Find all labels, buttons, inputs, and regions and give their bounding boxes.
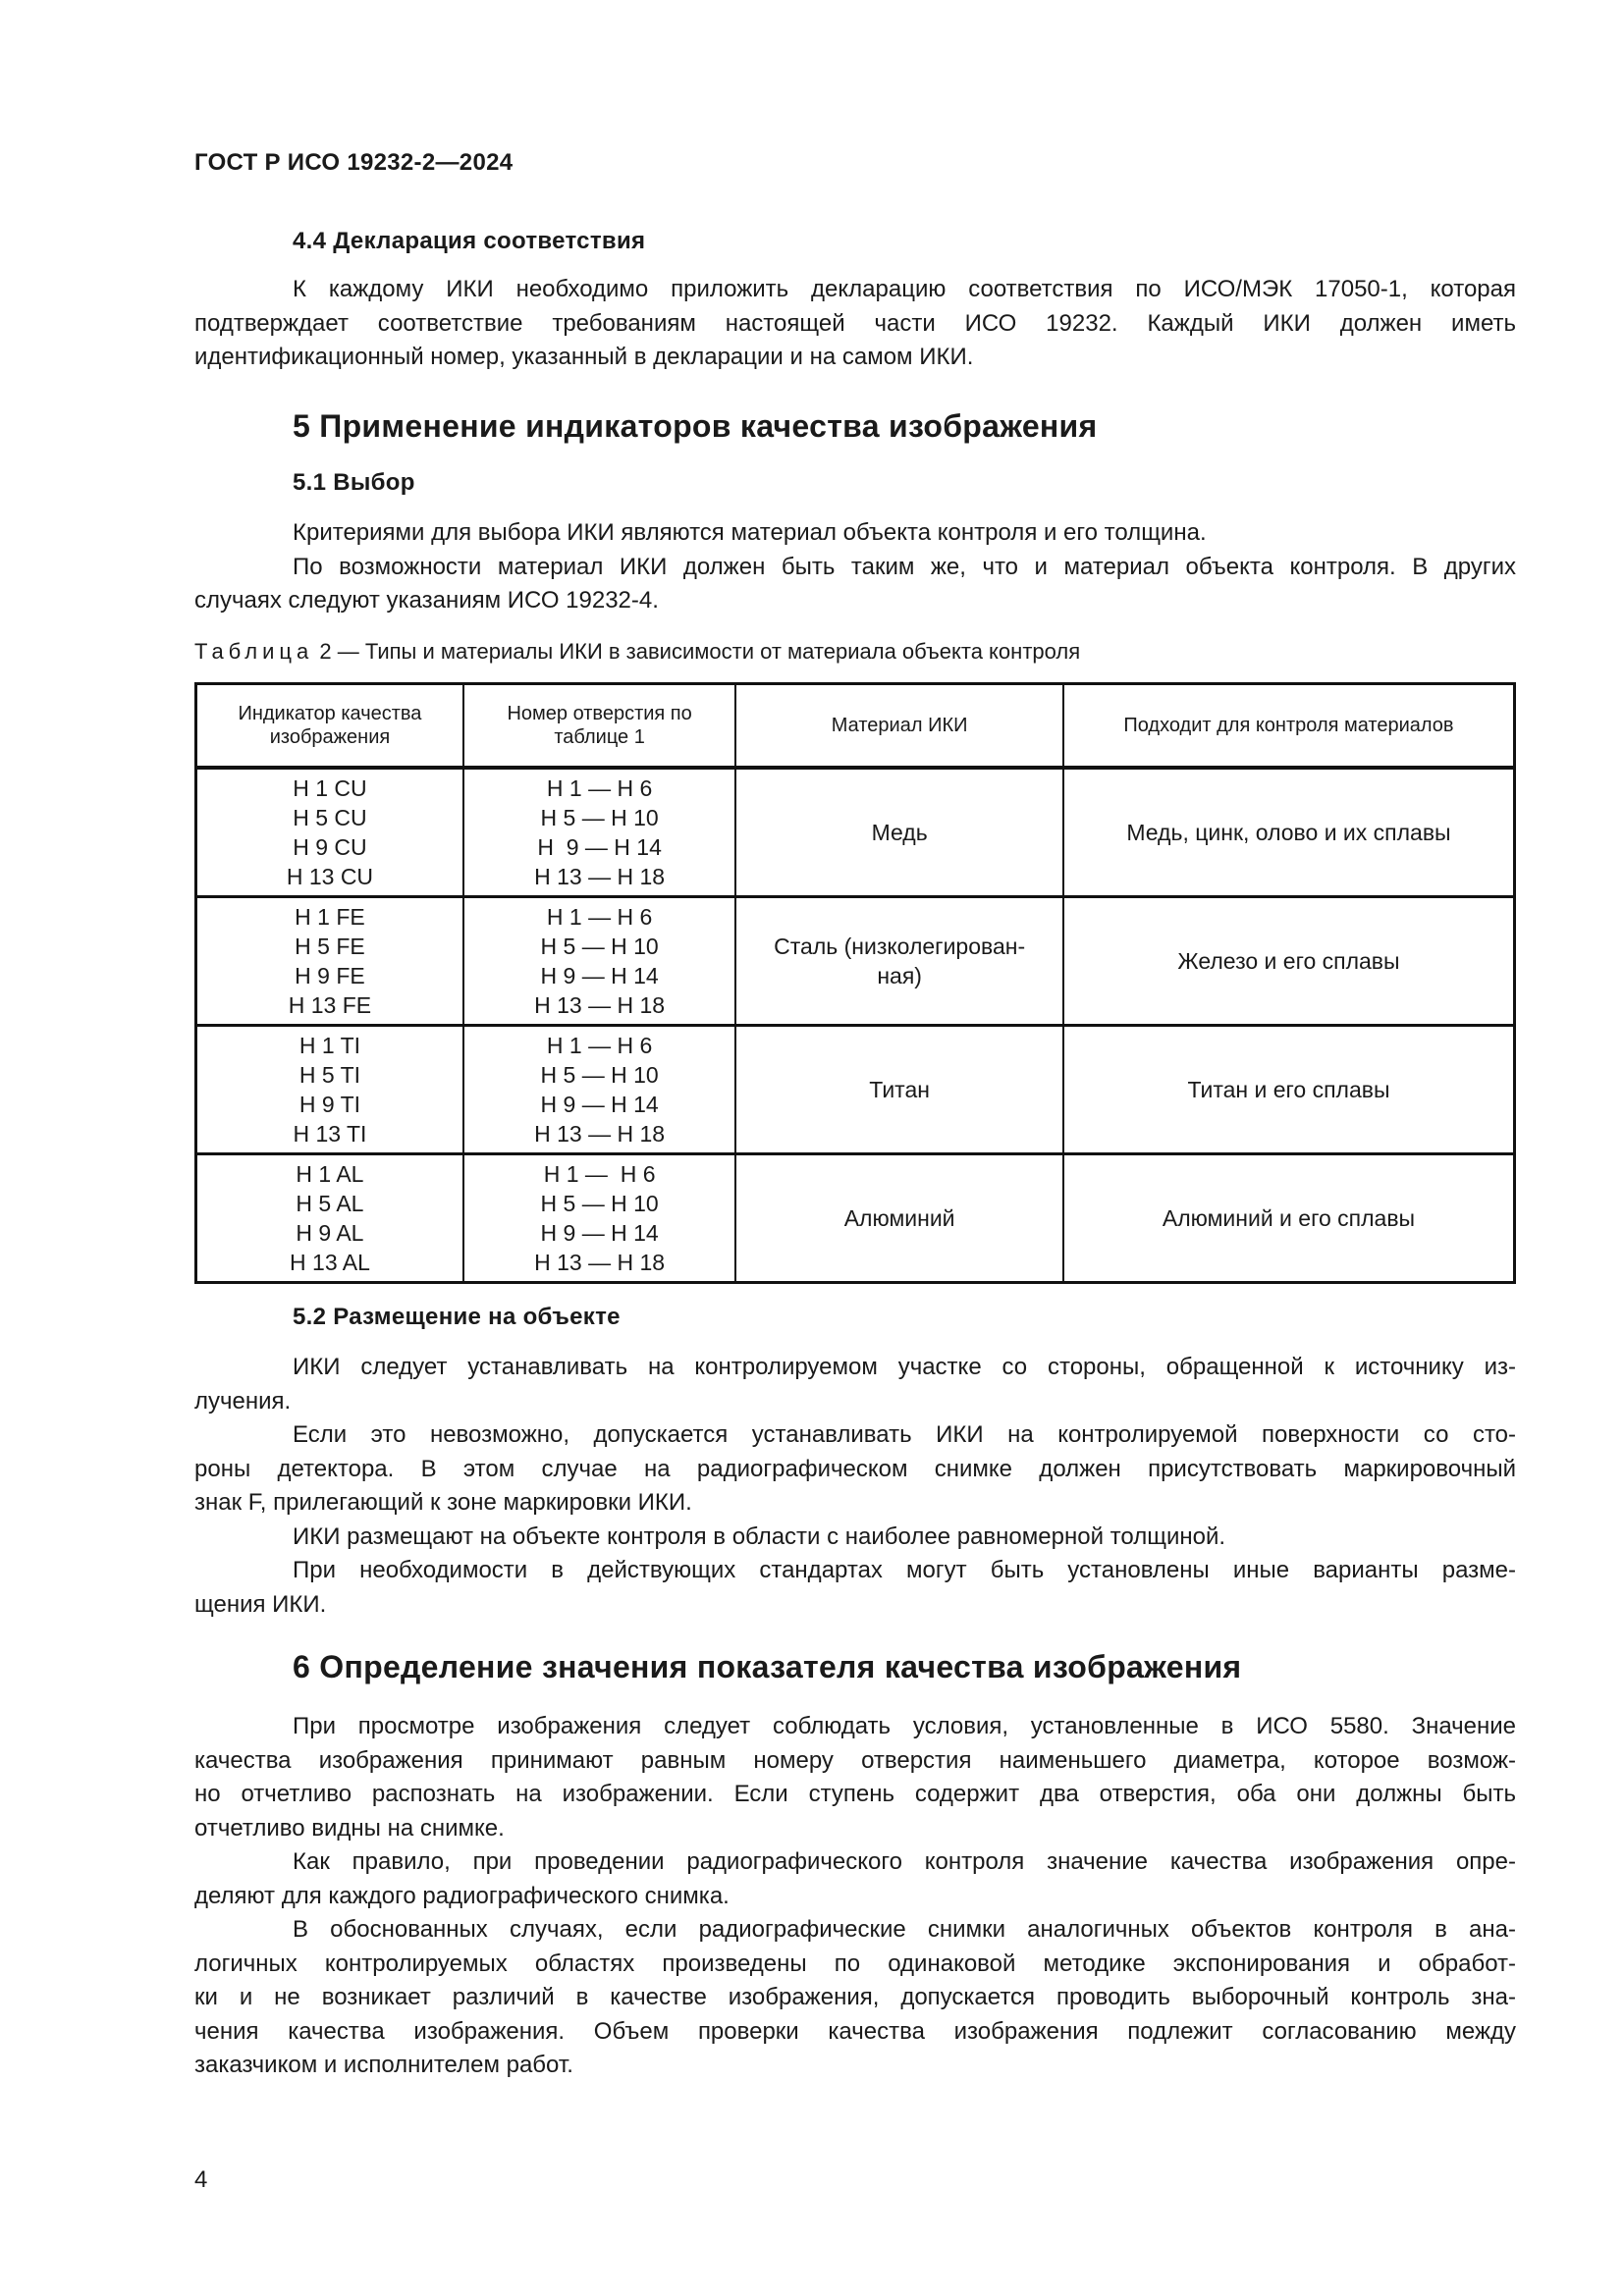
text-line: щения ИКИ. <box>194 1590 327 1618</box>
indicator-value: H 5 FE <box>295 934 365 959</box>
hole-range: H 1 — H 6 <box>546 904 653 930</box>
text-line: ки и не возникает различий в качестве изображения, допускается проводить выборочный контроль зна- <box>194 1984 1516 2010</box>
indicator-value: H 1 AL <box>296 1161 364 1187</box>
section-6-body <box>194 1710 1516 2083</box>
hole-range: H 5 — H 10 <box>540 1191 659 1216</box>
indicator-value: H 5 AL <box>296 1191 364 1216</box>
indicator-value: H 9 AL <box>296 1220 364 1246</box>
section-5-heading: 5 Применение индикаторов качества изображения <box>293 408 1098 444</box>
indicator-value: H 9 FE <box>295 963 365 988</box>
hole-range: H 13 — H 18 <box>534 864 666 889</box>
hole-range: H 1 — H 6 <box>543 1161 656 1187</box>
text-line: ИКИ следует устанавливать на контролируемом участке со стороны, обращенной к источнику из- <box>293 1354 1516 1380</box>
section-5-1-heading: 5.1 Выбор <box>293 469 415 496</box>
indicator-cell <box>196 897 463 1026</box>
indicator-value: H 1 TI <box>298 1033 361 1058</box>
indicator-value: H 5 TI <box>298 1062 361 1088</box>
holes-cell <box>463 1154 735 1283</box>
hole-range: H 9 — H 14 <box>540 1220 659 1246</box>
text-line: По возможности материал ИКИ должен быть таким же, что и материал объекта контроля. В других <box>293 553 1516 580</box>
text-line: При необходимости в действующих стандартах могут быть установлены иные варианты разме- <box>293 1557 1516 1583</box>
text-line: подтверждает соответствие требованиям настоящей части ИСО 19232. Каждый ИКИ должен иметь <box>194 309 1516 337</box>
suitable-for-cell: Алюминий и его сплавы <box>1063 1154 1515 1283</box>
hole-range: H 1 — H 6 <box>546 1033 653 1058</box>
hole-range: H 13 — H 18 <box>534 992 666 1018</box>
text-line: идентификационный номер, указанный в декларации и на самом ИКИ. <box>194 344 974 370</box>
column-header: Индикатор качества изображения <box>196 684 463 769</box>
table-header-row <box>196 684 1515 769</box>
text-line: знак F, прилегающий к зоне маркировки ИКИ. <box>194 1489 692 1516</box>
hole-range: H 5 — H 10 <box>540 934 659 959</box>
hole-range: H 5 — H 10 <box>540 1062 659 1088</box>
holes-cell <box>463 897 735 1026</box>
indicator-value: H 1 CU <box>293 775 367 801</box>
table-row <box>196 1026 1515 1154</box>
hole-range: H 9 — H 14 <box>540 963 659 988</box>
section-5-2-body <box>194 1351 1516 1622</box>
text-line: чения качества изображения. Объем проверки качества изображения подлежит согласованию между <box>194 2017 1516 2045</box>
suitable-for-cell: Медь, цинк, олово и их сплавы <box>1063 768 1515 897</box>
text-line: лучения. <box>194 1387 292 1415</box>
text-line: логичных контролируемых областях произведены по одинаковой методике экспонирования и обработ- <box>194 1949 1516 1977</box>
hole-range: H 5 — H 10 <box>540 805 659 830</box>
text-line: ИКИ размещают на объекте контроля в области с наиболее равномерной толщиной. <box>293 1522 1226 1550</box>
text-line: Если это невозможно, допускается устанавливать ИКИ на контролируемой поверхности со сто- <box>293 1421 1516 1448</box>
table-caption-text: 2 — Типы и материалы ИКИ в зависимости от материала объекта контроля <box>319 639 1081 664</box>
text-line: но отчетливо распознать на изображении. Если ступень содержит два отверстия, оба они должны быть <box>194 1781 1516 1807</box>
indicator-value: H 1 FE <box>295 904 365 930</box>
holes-cell <box>463 768 735 897</box>
text-line: отчетливо видны на снимке. <box>194 1814 505 1842</box>
indicator-cell <box>196 1026 463 1154</box>
text-line: случаях следуют указаниям ИСО 19232-4. <box>194 587 659 614</box>
hole-range: H 9 — H 14 <box>540 1092 659 1117</box>
text-line: К каждому ИКИ необходимо приложить декларацию соответствия по ИСО/МЭК 17050-1, которая <box>293 276 1516 302</box>
text-line: роны детектора. В этом случае на радиографическом снимке должен присутствовать маркировочный <box>194 1455 1516 1482</box>
text-line: Критериями для выбора ИКИ являются материал объекта контроля и его толщина. <box>293 519 1207 546</box>
material-cell: Титан <box>735 1026 1063 1154</box>
text-line: При просмотре изображения следует соблюдать условия, установленные в ИСО 5580. Значение <box>293 1713 1516 1739</box>
text-line: деляют для каждого радиографического снимка. <box>194 1882 730 1909</box>
holes-cell <box>463 1026 735 1154</box>
table-row <box>196 897 1515 1026</box>
hole-range: H 13 — H 18 <box>534 1250 666 1275</box>
indicator-value: H 5 CU <box>293 805 367 830</box>
page-number: 4 <box>194 2166 208 2193</box>
text-line: заказчиком и исполнителем работ. <box>194 2052 573 2078</box>
indicator-cell <box>196 1154 463 1283</box>
table-caption <box>194 639 1080 665</box>
material-cell <box>735 897 1063 1026</box>
indicator-value: H 13 FE <box>288 992 372 1018</box>
text-line: Как правило, при проведении радиографического контроля значение качества изображения опре- <box>293 1848 1516 1875</box>
indicator-cell <box>196 768 463 897</box>
section-5-2-heading: 5.2 Размещение на объекте <box>293 1304 621 1330</box>
section-5-1-body <box>194 516 1516 618</box>
section-4-4-body <box>194 273 1516 375</box>
indicator-value: H 13 TI <box>293 1121 367 1147</box>
material-value: Сталь (низколегирован-ная) <box>774 934 1026 988</box>
section-4-4-heading: 4.4 Декларация соответствия <box>293 228 646 254</box>
text-line: качества изображения принимают равным номеру отверстия наименьшего диаметра, которое возмож- <box>194 1746 1516 1774</box>
indicator-value: H 9 CU <box>293 834 367 860</box>
hole-range: H 1 — H 6 <box>546 775 653 801</box>
indicator-value: H 13 AL <box>290 1250 370 1275</box>
hole-range: H 9 — H 14 <box>537 834 662 860</box>
running-head: ГОСТ Р ИСО 19232-2—2024 <box>194 149 514 176</box>
indicator-value: H 9 TI <box>298 1092 361 1117</box>
table-2 <box>194 682 1516 1284</box>
material-cell: Алюминий <box>735 1154 1063 1283</box>
section-6-heading: 6 Определение значения показателя качества изображения <box>293 1649 1242 1684</box>
column-header: Номер отверстия по таблице 1 <box>463 684 735 769</box>
suitable-for-cell: Титан и его сплавы <box>1063 1026 1515 1154</box>
table-row <box>196 768 1515 897</box>
column-header: Подходит для контроля материалов <box>1063 684 1515 769</box>
indicator-value: H 13 CU <box>286 864 374 889</box>
column-header: Материал ИКИ <box>735 684 1063 769</box>
material-cell: Медь <box>735 768 1063 897</box>
suitable-for-cell: Железо и его сплавы <box>1063 897 1515 1026</box>
hole-range: H 13 — H 18 <box>534 1121 666 1147</box>
text-line: В обоснованных случаях, если радиографические снимки аналогичных объектов контроля в ана- <box>293 1916 1516 1943</box>
table-caption-label: Таблица <box>194 639 314 664</box>
table-row <box>196 1154 1515 1283</box>
